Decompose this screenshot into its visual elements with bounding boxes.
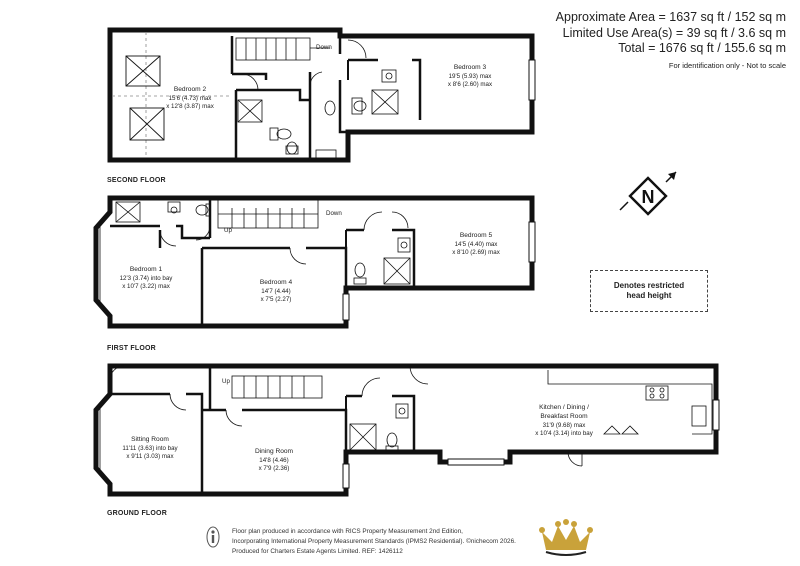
limited-use-area: Limited Use Area(s) = 39 sq ft / 3.6 sq m xyxy=(562,25,786,40)
room-name: Bedroom 3 xyxy=(453,64,487,71)
room-sitting-room xyxy=(108,436,192,462)
room-dimension: x 9'11 (3.03) max xyxy=(126,453,174,461)
skylight-icon xyxy=(130,108,164,140)
room-bedroom-2 xyxy=(150,86,230,112)
room-name: Sitting Room xyxy=(131,436,169,443)
floor-label-second: SECOND FLOOR xyxy=(107,177,166,184)
footer-line: Floor plan produced in accordance with RICS Property Measurement 2nd Edition, xyxy=(232,528,463,535)
room-dimension: 15'6 (4.73) max xyxy=(168,94,212,102)
room-name: Dining Room xyxy=(254,448,294,455)
legend-text: head height xyxy=(626,291,672,300)
scale-note: For identification only - Not to scale xyxy=(668,60,786,70)
room-dining-room xyxy=(234,448,314,474)
room-dimension: 14'5 (4.40) max xyxy=(454,240,498,248)
room-dimension: x 7'5 (2.27) xyxy=(260,296,292,304)
stair-label-up: Up xyxy=(222,378,230,385)
room-dimension: x 8'6 (2.60) max xyxy=(447,81,493,89)
room-bedroom-3 xyxy=(430,64,510,90)
room-name: Bedroom 5 xyxy=(459,232,493,239)
room-name: Kitchen / Dining / xyxy=(539,404,589,411)
footer-line: Produced for Charters Estate Agents Limited. REF: 1426112 xyxy=(232,547,403,555)
room-dimension: x 8'10 (2.69) max xyxy=(452,249,500,257)
stair-label-down: Down xyxy=(316,44,332,51)
approx-area: Approximate Area = 1637 sq ft / 152 sq m xyxy=(555,10,786,24)
stair-label-up: Up xyxy=(224,227,232,234)
room-dimension: x 10'4 (3.14) into bay xyxy=(535,430,593,438)
restricted-height-legend xyxy=(590,270,708,312)
room-dimension: 31'9 (9.68) max xyxy=(542,421,586,429)
stair-label-down: Down xyxy=(326,210,342,217)
room-bedroom-4 xyxy=(236,279,316,305)
footer-notes xyxy=(232,527,516,557)
room-dimension: x 12'8 (3.87) max xyxy=(166,103,214,111)
room-name: Bedroom 4 xyxy=(259,279,293,286)
skylight-icon xyxy=(126,56,160,86)
room-dimension: 19'5 (5.93) max xyxy=(448,72,492,80)
room-dimension: 14'7 (4.44) xyxy=(261,287,291,295)
room-dimension: x 7'9 (2.36) xyxy=(258,465,290,473)
total-area: Total = 1676 sq ft / 155.6 sq m xyxy=(618,41,786,56)
area-summary xyxy=(556,10,786,70)
room-name: Breakfast Room xyxy=(540,412,588,420)
ground-floor-plan xyxy=(96,366,719,494)
room-dimension: 11'11 (3.63) into bay xyxy=(122,444,178,452)
first-floor-plan xyxy=(96,198,535,326)
room-bedroom-1 xyxy=(106,266,186,292)
room-dimension: 12'3 (3.74) into bay xyxy=(119,274,173,282)
room-kitchen xyxy=(516,404,612,439)
room-dimension: 14'8 (4.46) xyxy=(259,456,289,464)
measurement-standard-icon xyxy=(205,525,221,549)
floor-label-first: FIRST FLOOR xyxy=(107,345,156,352)
room-bedroom-5 xyxy=(436,232,516,258)
room-name: Bedroom 2 xyxy=(173,86,207,93)
room-name: Bedroom 1 xyxy=(129,266,163,273)
toilet-icon xyxy=(386,404,408,451)
shower-icon xyxy=(238,90,398,122)
crown-logo-icon xyxy=(538,518,594,558)
footer-line: Incorporating International Property Measurement Standards (IPMS2 Residential). ©nichecom 2026. xyxy=(232,537,516,545)
toilet-icon xyxy=(270,70,396,154)
compass-letter: N xyxy=(641,187,655,207)
room-dimension: x 10'7 (3.22) max xyxy=(122,283,170,291)
legend-text: Denotes restricted xyxy=(613,281,685,290)
floor-label-ground: GROUND FLOOR xyxy=(107,510,167,517)
shower-icon xyxy=(350,424,376,450)
